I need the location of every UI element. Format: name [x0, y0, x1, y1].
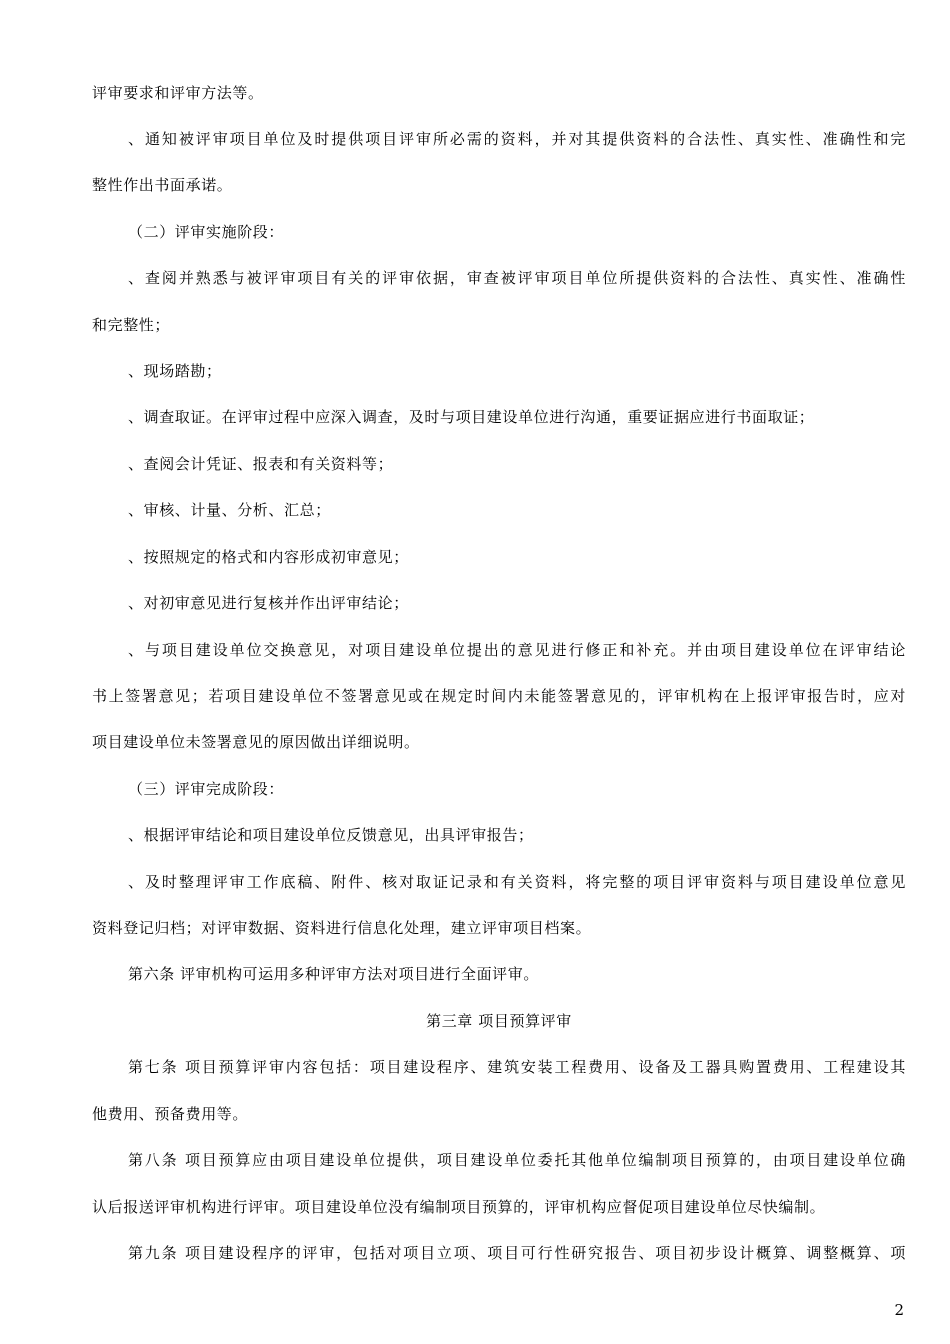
text-line: 、与项目建设单位交换意见，对项目建设单位提出的意见进行修正和补充。并由项目建设单位在评审结论 — [128, 641, 906, 659]
section-heading: （三）评审完成阶段： — [128, 780, 285, 798]
text-line: 、查阅会计凭证、报表和有关资料等； — [128, 455, 394, 473]
text-line: 和完整性； — [92, 316, 171, 334]
text-line: 、对初审意见进行复核并作出评审结论； — [128, 594, 409, 612]
text-line: 、及时整理评审工作底稿、附件、核对取证记录和有关资料，将完整的项目评审资料与项目建设单位意见 — [128, 873, 906, 891]
article-line: 第九条 项目建设程序的评审，包括对项目立项、项目可行性研究报告、项目初步设计概算、调整概算、项 — [128, 1244, 906, 1262]
text-line: 、审核、计量、分析、汇总； — [128, 501, 331, 519]
article-line: 第六条 评审机构可运用多种评审方法对项目进行全面评审。 — [128, 965, 539, 983]
chapter-heading: 第三章 项目预算评审 — [426, 1012, 572, 1030]
text-line: 他费用、预备费用等。 — [92, 1105, 249, 1123]
section-heading: （二）评审实施阶段： — [128, 223, 285, 241]
article-line: 第七条 项目预算评审内容包括：项目建设程序、建筑安装工程费用、设备及工器具购置费用、工程建设其 — [128, 1058, 906, 1076]
text-line: 、根据评审结论和项目建设单位反馈意见，出具评审报告； — [128, 826, 534, 844]
text-line: 书上签署意见；若项目建设单位不签署意见或在规定时间内未能签署意见的，评审机构在上报评审报告时，应对 — [92, 687, 906, 705]
text-line: 、调查取证。在评审过程中应深入调查，及时与项目建设单位进行沟通，重要证据应进行书面取证； — [128, 408, 815, 426]
text-line: 资料登记归档；对评审数据、资料进行信息化处理，建立评审项目档案。 — [92, 919, 592, 937]
text-line: 评审要求和评审方法等。 — [92, 84, 264, 102]
text-line: 项目建设单位未签署意见的原因做出详细说明。 — [92, 733, 420, 751]
text-line: 认后报送评审机构进行评审。项目建设单位没有编制项目预算的，评审机构应督促项目建设单位尽快编制。 — [92, 1198, 826, 1216]
text-line: 、查阅并熟悉与被评审项目有关的评审依据，审查被评审项目单位所提供资料的合法性、真实性、准确性 — [128, 269, 906, 287]
page-number: 2 — [894, 1301, 904, 1319]
text-line: 、按照规定的格式和内容形成初审意见； — [128, 548, 409, 566]
text-line: 整性作出书面承诺。 — [92, 176, 233, 194]
text-line: 、现场踏勘； — [128, 362, 222, 380]
text-line: 、通知被评审项目单位及时提供项目评审所必需的资料，并对其提供资料的合法性、真实性、准确性和完 — [128, 130, 906, 148]
article-line: 第八条 项目预算应由项目建设单位提供，项目建设单位委托其他单位编制项目预算的，由项目建设单位确 — [128, 1151, 906, 1169]
